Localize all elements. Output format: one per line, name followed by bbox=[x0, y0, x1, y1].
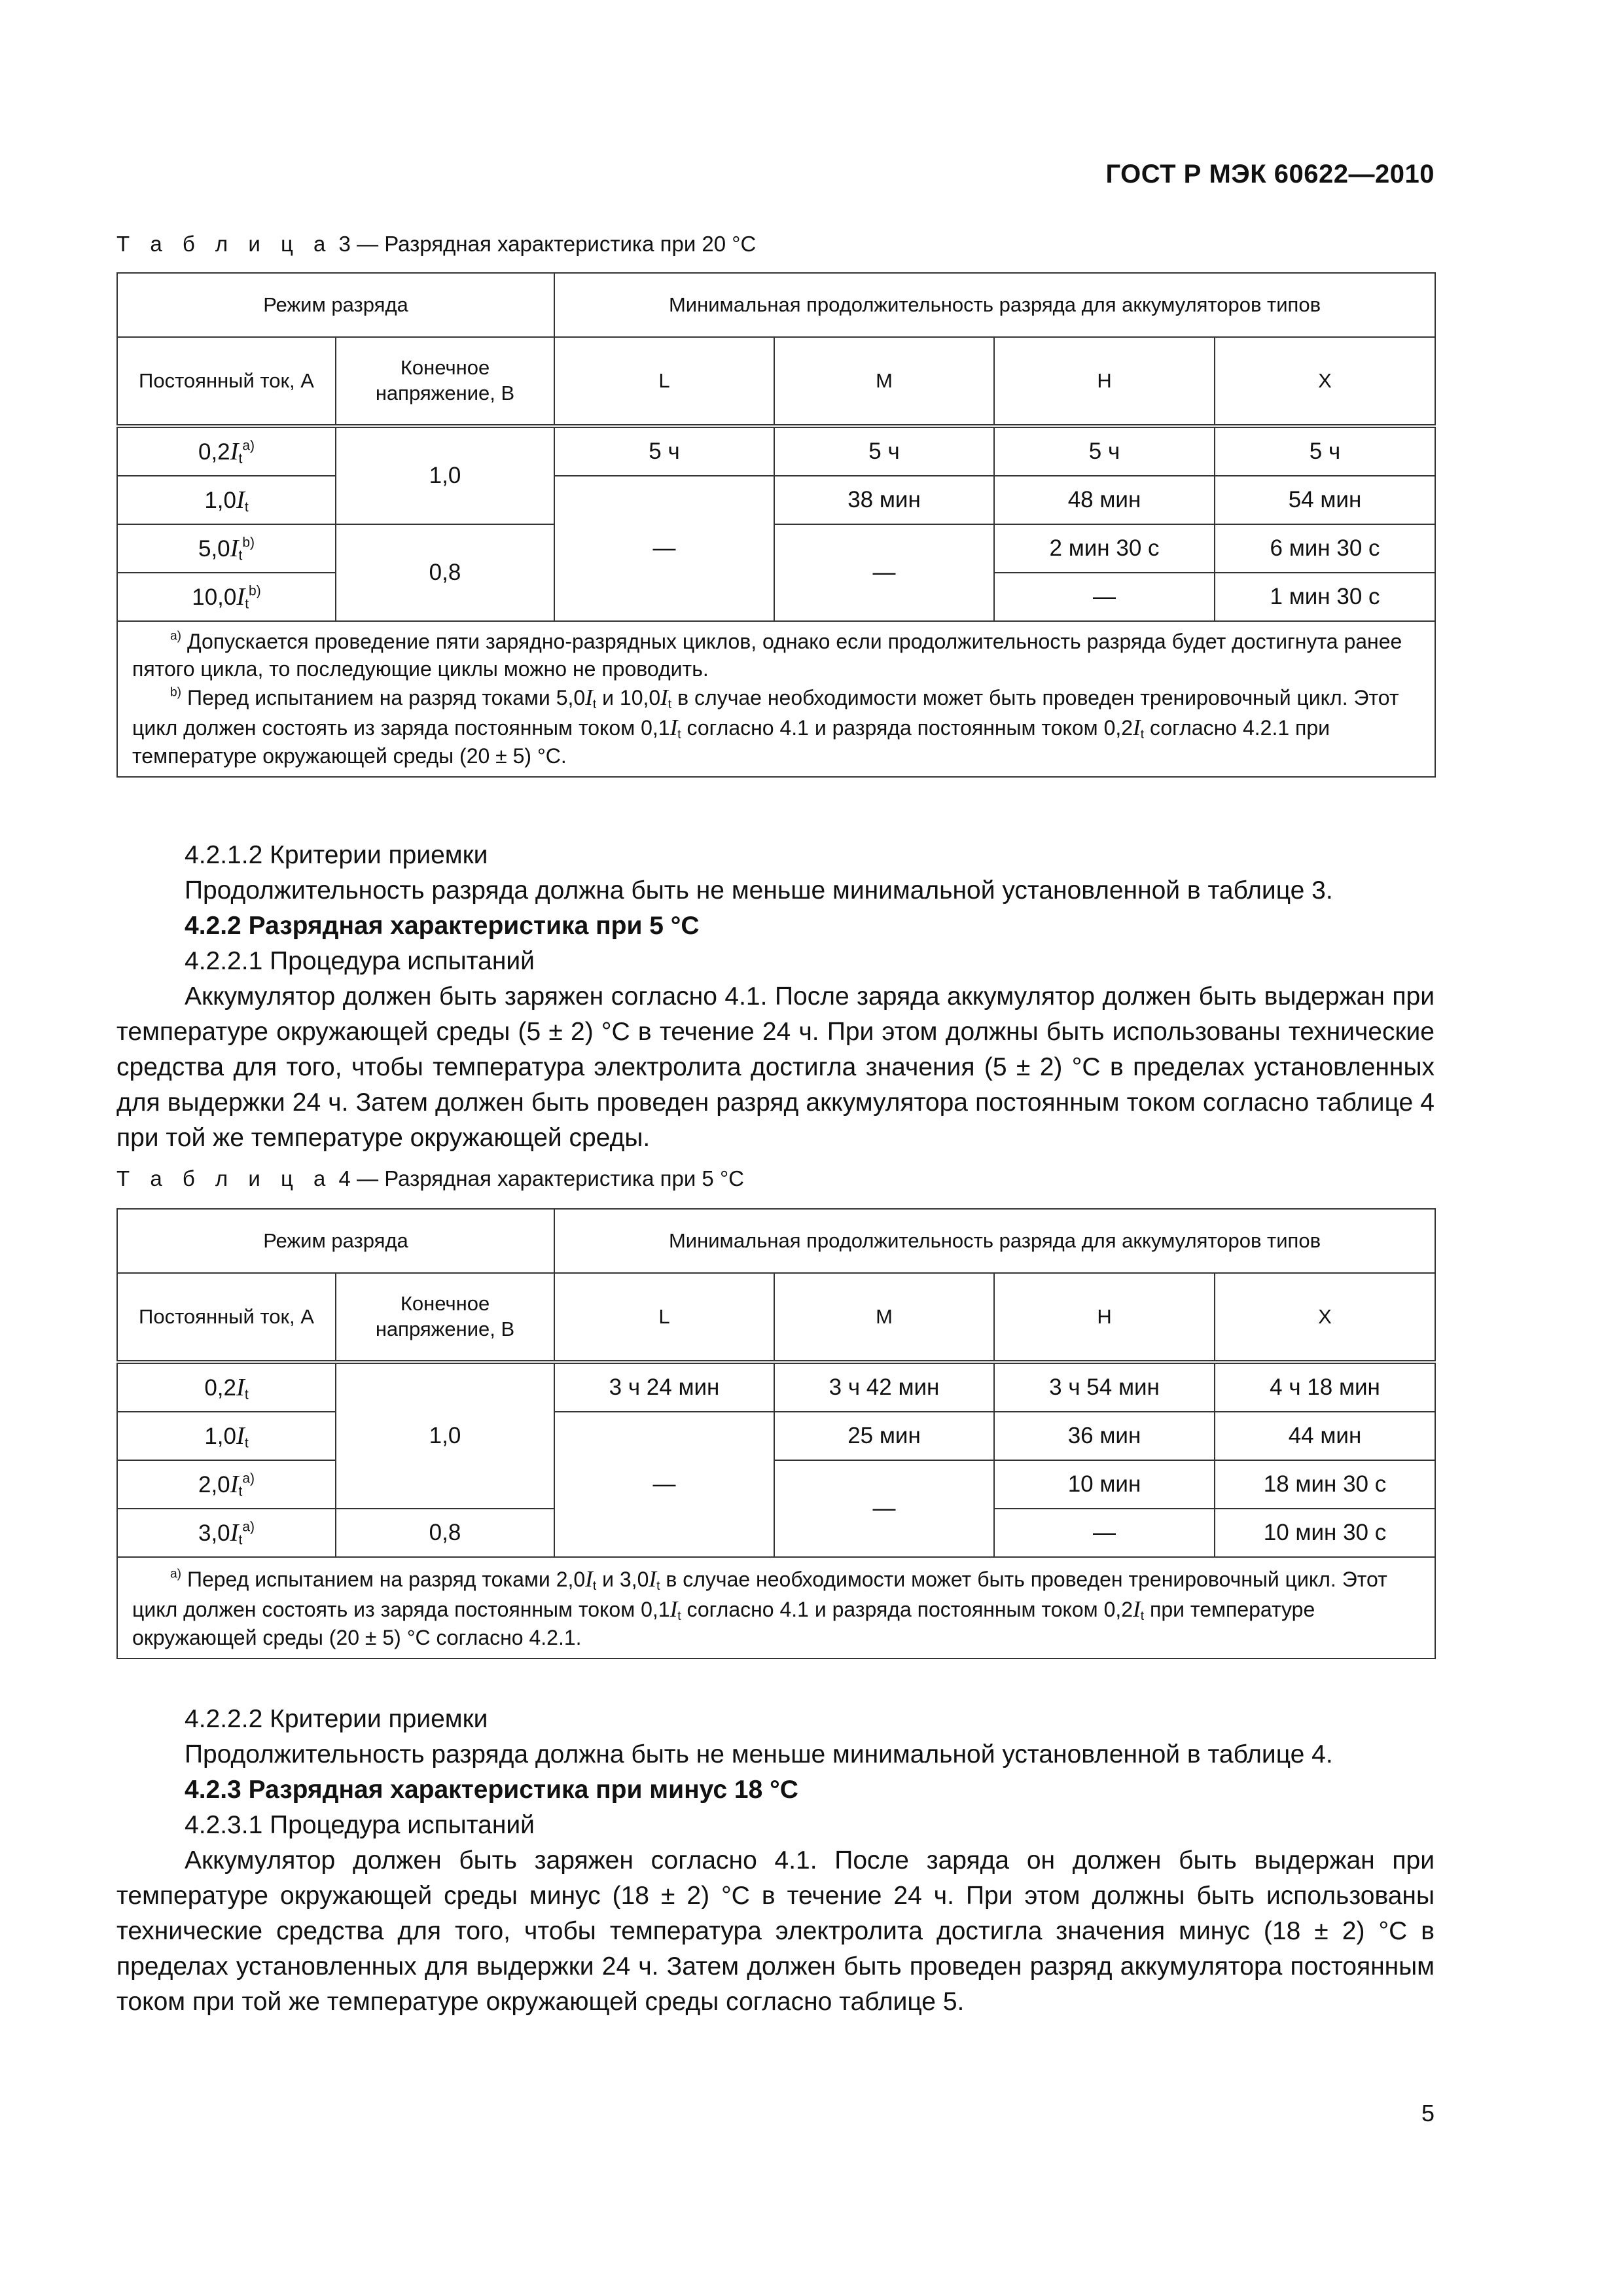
value-cell: — bbox=[554, 476, 774, 621]
header-end-voltage: Конечное напряжение, В bbox=[336, 1273, 554, 1362]
value-cell: 3 ч 54 мин bbox=[994, 1362, 1215, 1412]
voltage-cell: 0,8 bbox=[336, 1509, 554, 1557]
table-row bbox=[117, 426, 1435, 476]
current-cell: $3,0I_t^{a)}$ bbox=[117, 1509, 336, 1557]
value-cell: 25 мин bbox=[774, 1412, 994, 1460]
value-cell: 5 ч bbox=[774, 426, 994, 476]
table-caption-text: 4 — Разрядная характеристика при 5 °С bbox=[332, 1166, 744, 1191]
value-cell: 5 ч bbox=[1215, 426, 1435, 476]
table-row bbox=[117, 476, 1435, 524]
value-cell: 2 мин 30 с bbox=[994, 524, 1215, 573]
table-4-notes bbox=[117, 1557, 1435, 1659]
value-cell: 10 мин bbox=[994, 1460, 1215, 1509]
header-type-l: L bbox=[554, 337, 774, 426]
section-heading: 4.2.3 Разрядная характеристика при минус 18 °С bbox=[185, 1776, 798, 1804]
header-current: Постоянный ток, А bbox=[117, 337, 336, 426]
value-cell: 5 ч bbox=[994, 426, 1215, 476]
note-a: $^{a)}$ Допускается проведение пяти зарядно-разрядных циклов, однако если продолжительность разряда будет достигнута ранее пятого цикла, то последующие циклы можно не проводить. bbox=[132, 629, 1402, 681]
header-type-l: L bbox=[554, 1273, 774, 1362]
current-cell: $0,2I_t^{a)}$ bbox=[117, 426, 336, 476]
voltage-cell: 0,8 bbox=[336, 524, 554, 621]
value-cell: — bbox=[554, 1412, 774, 1557]
value-cell: 36 мин bbox=[994, 1412, 1215, 1460]
section-title: 4.2.2.2 Критерии приемки bbox=[185, 1705, 488, 1733]
paragraph: Продолжительность разряда должна быть не меньше минимальной установленной в таблице 3. bbox=[185, 876, 1333, 905]
section-4-2-1-2 bbox=[116, 838, 1435, 1156]
value-cell: 10 мин 30 с bbox=[1215, 1509, 1435, 1557]
value-cell: 44 мин bbox=[1215, 1412, 1435, 1460]
paragraph: Аккумулятор должен быть заряжен согласно 4.1. После заряда он должен быть выдержан при температуре окружающей среды минус (18 ± 2) °С в течение 24 ч. При этом должны быть использованы технические средства для того, чтобы температура электролита достигла значения минус (18 ± 2) °С в пределах установленных для выдержки 24 ч. Затем должен быть проведен разряд аккумулятора постоянным током при той же температуре окружающей среды согласно таблице 5. bbox=[116, 1846, 1435, 2016]
table-row bbox=[117, 1362, 1435, 1412]
header-min-duration: Минимальная продолжительность разряда для аккумуляторов типов bbox=[554, 1209, 1435, 1273]
header-discharge-mode: Режим разряда bbox=[117, 1209, 554, 1273]
value-cell: — bbox=[774, 1460, 994, 1557]
table-caption-prefix: Т а б л и ц а bbox=[116, 232, 333, 256]
value-cell: — bbox=[994, 573, 1215, 621]
value-cell: 6 мин 30 с bbox=[1215, 524, 1435, 573]
table-caption-text: 3 — Разрядная характеристика при 20 °С bbox=[332, 232, 757, 256]
current-cell: $1,0I_t$ bbox=[117, 1412, 336, 1460]
document-number: ГОСТ Р МЭК 60622—2010 bbox=[1105, 160, 1435, 188]
note-a: $^{a)}$ Перед испытанием на разряд токами $2,0I_t$ и $3,0I_t$ в случае необходимости может быть проведен тренировочный цикл. Этот цикл должен состоять из заряда постоянным током $0,1I_t$ согласно 4.1 и разряда постоянным током $0,2I_t$ при температуре окружающей среды (20 ± 5) °С согласно 4.2.1. bbox=[132, 1566, 1387, 1649]
header-discharge-mode: Режим разряда bbox=[117, 273, 554, 337]
note-b: $^{b)}$ Перед испытанием на разряд токами $5,0I_t$ и $10,0I_t$ в случае необходимости может быть проведен тренировочный цикл. Этот цикл должен состоять из заряда постоянным током $0,1I_t$ согласно 4.1 и разряда постоянным током $0,2I_t$ согласно 4.2.1 при температуре окружающей среды (20 ± 5) °С. bbox=[132, 685, 1399, 768]
table-row bbox=[117, 524, 1435, 573]
header-type-m: M bbox=[774, 337, 994, 426]
table-row bbox=[117, 1412, 1435, 1460]
value-cell: — bbox=[994, 1509, 1215, 1557]
header-type-h: H bbox=[994, 1273, 1215, 1362]
current-cell: $1,0I_t$ bbox=[117, 476, 336, 524]
header-type-x: X bbox=[1215, 337, 1435, 426]
paragraph: Продолжительность разряда должна быть не меньше минимальной установленной в таблице 4. bbox=[185, 1740, 1333, 1768]
value-cell: 1 мин 30 с bbox=[1215, 573, 1435, 621]
current-cell: $10,0I_t^{b)}$ bbox=[117, 573, 336, 621]
header-min-duration: Минимальная продолжительность разряда для аккумуляторов типов bbox=[554, 273, 1435, 337]
page-number: 5 bbox=[1421, 2100, 1435, 2126]
header-end-voltage: Конечное напряжение, В bbox=[336, 337, 554, 426]
table-3-notes bbox=[117, 621, 1435, 777]
section-title: 4.2.1.2 Критерии приемки bbox=[185, 841, 488, 869]
section-title: 4.2.2.1 Процедура испытаний bbox=[185, 947, 535, 975]
value-cell: 3 ч 24 мин bbox=[554, 1362, 774, 1412]
value-cell: — bbox=[774, 524, 994, 621]
value-cell: 3 ч 42 мин bbox=[774, 1362, 994, 1412]
current-cell: $2,0I_t^{a)}$ bbox=[117, 1460, 336, 1509]
table-row bbox=[117, 1460, 1435, 1509]
voltage-cell: 1,0 bbox=[336, 426, 554, 524]
header-type-x: X bbox=[1215, 1273, 1435, 1362]
value-cell: 38 мин bbox=[774, 476, 994, 524]
current-cell: $5,0I_t^{b)}$ bbox=[117, 524, 336, 573]
table-3-caption bbox=[116, 232, 756, 257]
header-type-h: H bbox=[994, 337, 1215, 426]
value-cell: 5 ч bbox=[554, 426, 774, 476]
current-cell: $0,2I_t$ bbox=[117, 1362, 336, 1412]
header-current: Постоянный ток, А bbox=[117, 1273, 336, 1362]
header-type-m: M bbox=[774, 1273, 994, 1362]
table-4-caption bbox=[116, 1166, 744, 1191]
table-caption-prefix: Т а б л и ц а bbox=[116, 1166, 333, 1191]
section-heading: 4.2.2 Разрядная характеристика при 5 °С bbox=[185, 912, 700, 940]
table-3 bbox=[116, 272, 1436, 778]
value-cell: 18 мин 30 с bbox=[1215, 1460, 1435, 1509]
section-4-2-2-2 bbox=[116, 1702, 1435, 2020]
value-cell: 4 ч 18 мин bbox=[1215, 1362, 1435, 1412]
value-cell: 54 мин bbox=[1215, 476, 1435, 524]
table-4 bbox=[116, 1208, 1436, 1659]
section-title: 4.2.3.1 Процедура испытаний bbox=[185, 1811, 535, 1839]
voltage-cell: 1,0 bbox=[336, 1362, 554, 1509]
value-cell: 48 мин bbox=[994, 476, 1215, 524]
paragraph: Аккумулятор должен быть заряжен согласно 4.1. После заряда аккумулятор должен быть выдержан при температуре окружающей среды (5 ± 2) °С в течение 24 ч. При этом должны быть использованы технические средства для того, чтобы температура электролита достигла значения (5 ± 2) °С в пределах установленных для выдержки 24 ч. Затем должен быть проведен разряд аккумулятора постоянным током согласно таблице 4 при той же температуре окружающей среды. bbox=[116, 982, 1435, 1152]
